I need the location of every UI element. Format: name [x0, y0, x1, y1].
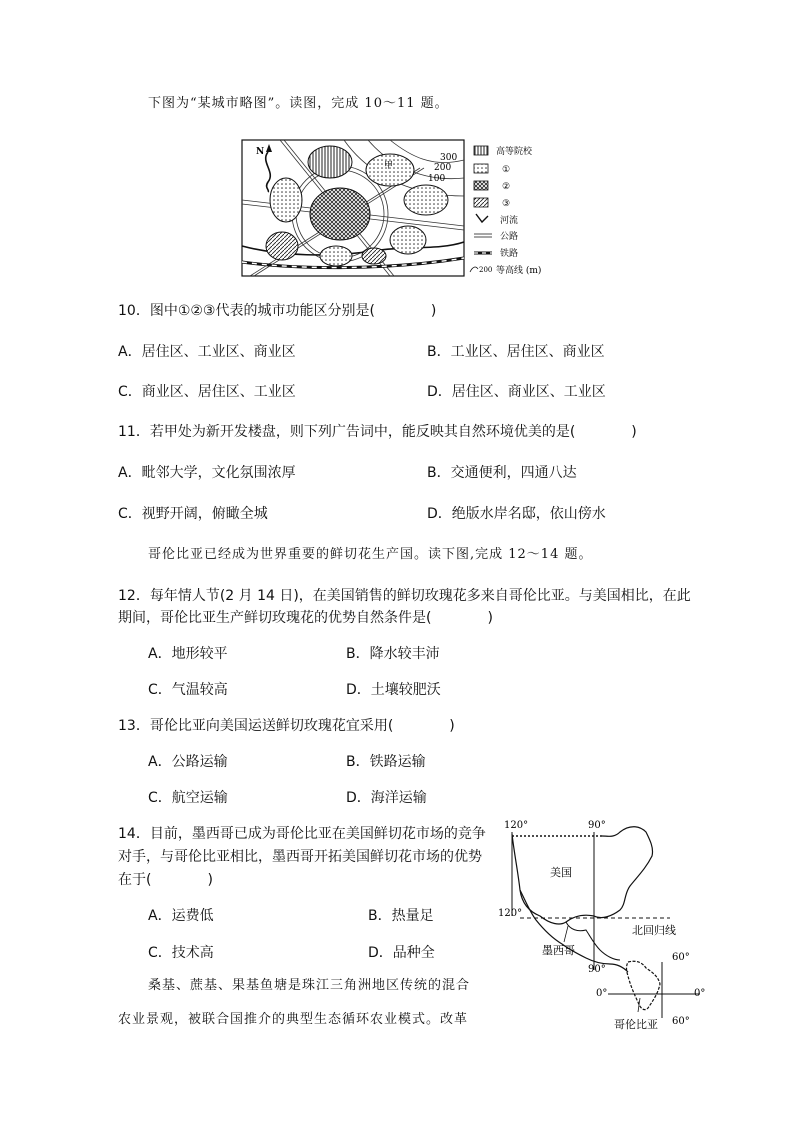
- q14-stem-line3: 在于( ): [118, 872, 213, 888]
- q11-option-c[interactable]: C．视野开阔，俯瞰全城: [118, 506, 268, 522]
- q12-option-a[interactable]: A．地形较平: [148, 646, 228, 662]
- q12-stem-line2: 期间，哥伦比亚生产鲜切玫瑰花的优势自然条件是( ): [118, 610, 493, 626]
- zone-1-west: [270, 178, 302, 222]
- legend-label: 河流: [500, 216, 519, 226]
- q10-option-d[interactable]: D．居住区、商业区、工业区: [427, 384, 606, 400]
- q12-stem-line1: 12．每年情人节(2 月 14 日)，在美国销售的鲜切玫瑰花多来自哥伦比亚。与美国相比，在此: [118, 588, 691, 604]
- north-label: N: [256, 147, 265, 157]
- university-zone: [308, 146, 352, 178]
- q13-option-c[interactable]: C．航空运输: [148, 790, 228, 806]
- q11-option-d[interactable]: D．绝版水岸名邸，依山傍水: [427, 506, 606, 522]
- q14-option-c[interactable]: C．技术高: [148, 945, 214, 961]
- q12-option-b[interactable]: B．降水较丰沛: [346, 646, 440, 662]
- q10-option-b[interactable]: B．工业区、居住区、商业区: [427, 344, 605, 360]
- q11-option-a[interactable]: A．毗邻大学，文化氛围浓厚: [118, 465, 296, 481]
- colombia-pointer: [638, 998, 640, 1012]
- q14-stem-line1: 14．目前，墨西哥已成为哥伦比亚在美国鲜切花市场的竞争: [118, 826, 486, 842]
- q10-option-a[interactable]: A．居住区、工业区、商业区: [118, 344, 296, 360]
- q11-stem: 11．若甲处为新开发楼盘，则下列广告词中，能反映其自然环境优美的是( ): [118, 424, 637, 440]
- q12-option-d[interactable]: D．土壤较肥沃: [346, 682, 441, 698]
- q11-option-b[interactable]: B．交通便利，四通八达: [427, 465, 577, 481]
- intro-12-14: 哥伦比亚已经成为世界重要的鲜切花生产国。读下图,完成 12～14 题。: [148, 547, 593, 562]
- legend-river-icon: [476, 214, 488, 222]
- q14-option-d[interactable]: D．品种全: [368, 945, 435, 961]
- legend-zone2-icon: [474, 181, 488, 190]
- contour-label-300: 300: [440, 153, 458, 163]
- zone-3-southwest: [266, 232, 298, 260]
- label-tropic: 北回归线: [632, 924, 676, 937]
- q12-option-c[interactable]: C．气温较高: [148, 682, 228, 698]
- q14-option-b[interactable]: B．热量足: [368, 908, 434, 924]
- map-legend: [470, 145, 541, 276]
- q14-option-a[interactable]: A．运费低: [148, 908, 214, 924]
- legend-label: ②: [502, 182, 511, 192]
- zone-1-southeast: [390, 226, 426, 254]
- label-90-bottom: 90°: [588, 964, 606, 975]
- colombia-outline: [627, 961, 661, 1009]
- label-0-right: 0°: [694, 988, 706, 999]
- zone-1-east: [404, 185, 448, 215]
- mexico-coast: [520, 890, 628, 972]
- zone-1-south: [320, 246, 352, 266]
- q13-option-b[interactable]: B．铁路运输: [346, 754, 426, 770]
- zone-3-south: [362, 248, 386, 264]
- label-mexico: 墨西哥: [542, 944, 575, 957]
- label-60-top: 60°: [672, 952, 690, 963]
- q13-option-a[interactable]: A．公路运输: [148, 754, 228, 770]
- label-120-bottom: 120°: [498, 908, 523, 919]
- intro-10-11: 下图为“某城市略图”。读图，完成 10～11 题。: [148, 96, 449, 111]
- legend-zone3-icon: [474, 198, 488, 207]
- legend-label: ①: [502, 165, 511, 175]
- legend-label: 等高线 (m): [496, 266, 542, 276]
- q10-stem: 10．图中①②③代表的城市功能区分别是( ): [118, 303, 437, 319]
- legend-label: 公路: [500, 232, 519, 242]
- intro-next-line2: 农业景观，被联合国推介的典型生态循环农业模式。改革: [118, 1012, 469, 1027]
- label-usa: 美国: [550, 866, 572, 879]
- americas-map: [490, 812, 720, 1032]
- q13-stem: 13．哥伦比亚向美国运送鲜切玫瑰花宜采用( ): [118, 718, 455, 734]
- label-colombia: 哥伦比亚: [614, 1018, 658, 1031]
- jia-label: 甲: [384, 161, 394, 171]
- legend-label: 高等院校: [496, 147, 533, 157]
- q14-stem-line2: 对手，与哥伦比亚相比，墨西哥开拓美国鲜切花市场的优势: [118, 849, 482, 865]
- legend-zone1-icon: [474, 164, 488, 173]
- q13-option-d[interactable]: D．海洋运输: [346, 790, 427, 806]
- legend-contour-value: 200: [479, 266, 493, 274]
- legend-label: 铁路: [500, 249, 519, 259]
- label-90-top: 90°: [588, 820, 606, 831]
- label-0-left: 0°: [596, 988, 608, 999]
- label-60-bottom: 60°: [672, 1016, 690, 1027]
- q10-option-c[interactable]: C．商业区、居住区、工业区: [118, 384, 296, 400]
- legend-university-icon: [474, 146, 488, 155]
- label-120-top: 120°: [504, 820, 529, 831]
- legend-contour-icon: [470, 267, 478, 272]
- zone-2-center: [310, 188, 370, 240]
- contour-label-100: 100: [428, 174, 446, 184]
- legend-label: ③: [502, 199, 511, 209]
- north-america-coast: [512, 827, 653, 924]
- contour-label-200: 200: [434, 163, 452, 173]
- city-map: [240, 138, 560, 280]
- mexico-pointer: [564, 926, 568, 942]
- intro-next-line1: 桑基、蔗基、果基鱼塘是珠江三角洲地区传统的混合: [148, 978, 471, 993]
